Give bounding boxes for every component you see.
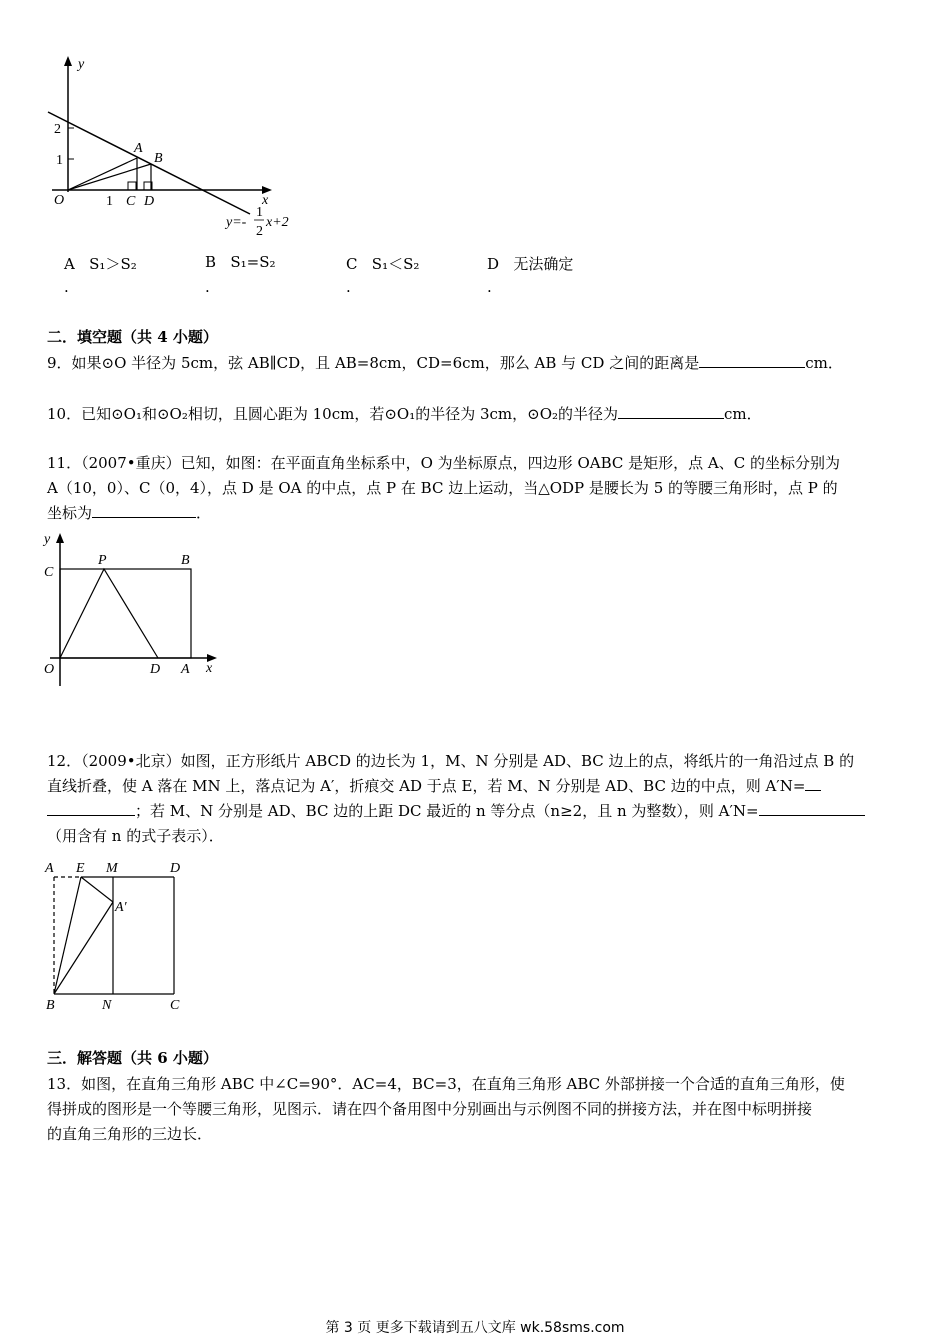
fig2-d-label: D [150,662,161,677]
fig3-m-label: M [106,861,118,876]
figure-coordinate-graph [40,52,310,247]
fig3-n-label: N [102,998,112,1013]
question-12-line4: （用含有 n 的式子表示）． [47,827,224,845]
triangle-odp [60,569,158,658]
question-11-line2: A（10，0）、C（0，4），点 D 是 OA 的中点，点 P 在 BC 边上运动，当△ODP 是腰长为 5 的等腰三角形时，点 P 的 [47,479,838,497]
option-b-text: S₁=S₂ [230,253,276,271]
question-12-line3 [47,799,865,823]
option-c-letter: C [346,255,358,273]
y-axis-label: y [78,57,85,72]
option-c[interactable] [346,253,419,274]
point-c-label: C [126,194,136,209]
line-equation-numerator: 1 [256,205,263,220]
q9-answer-blank[interactable] [699,351,805,368]
q10-answer-blank[interactable] [618,402,724,419]
fig2-a-label: A [181,662,190,677]
fold-line-be [54,877,81,994]
option-a-letter: A [64,255,75,273]
option-b[interactable] [205,253,276,271]
tick-y1-label: 1 [56,153,63,168]
q9-unit: cm． [805,354,843,372]
question-11-line3 [47,501,211,525]
fig3-d-label: D [170,861,181,876]
fig2-o-label: O [44,662,55,677]
page-footer: 第 3 页 更多下载请到五八文库 wk.58sms.com [325,1320,625,1336]
segment-ea-prime [81,877,113,902]
point-b-label: B [154,151,163,166]
section-3-title: 三．解答题（共 6 小题） [47,1049,218,1067]
segment-ob [68,164,151,190]
question-13-line1: 13．如图，在直角三角形 ABC 中∠C=90°．AC=4，BC=3，在直角三角形 ABC 外部拼接一个合适的直角三角形，使 [47,1075,845,1093]
figure-folded-square [40,855,190,1015]
line-equation-prefix: y=- [226,215,247,230]
segment-ba-prime [54,902,113,994]
fig3-b-label: B [46,998,55,1013]
q12-answer-blank-1a[interactable] [805,774,821,791]
option-dot-c: . [346,278,351,296]
figure-rectangle-triangle [40,528,230,688]
section-2-title: 二．填空题（共 4 小题） [47,328,218,346]
rectangle-oabc [60,569,191,658]
option-dot-b: . [205,278,210,296]
fig3-c-label: C [170,998,180,1013]
question-9 [47,351,843,375]
x-axis-label: x [262,193,269,208]
fig2-p-label: P [98,553,107,568]
q11-end: ． [196,504,212,522]
q10-unit: cm． [724,405,762,423]
fig2-b-label: B [181,553,190,568]
fig3-e-label: E [76,861,85,876]
y-axis-arrow [64,56,72,66]
fig2-c-label: C [44,565,54,580]
q12-line2-text: 直线折叠，使 A 落在 MN 上，落点记为 A′，折痕交 AD 于点 E，若 M、N 分别是 AD、BC 边的中点，则 A′N= [47,777,806,795]
point-d-label: D [144,194,155,209]
point-a-label: A [134,141,143,156]
q9-text: 9．如果⊙O 半径为 5cm，弦 AB∥CD，且 AB=8cm，CD=6cm，那么 AB 与 CD 之间的距离是 [47,354,700,372]
option-d-text: 无法确定 [513,255,574,273]
question-12-line1: 12．（2009•北京）如图，正方形纸片 ABCD 的边长为 1，M、N 分别是 AD、BC 边上的点，将纸片的一角沿过点 B 的 [47,752,855,770]
option-d-letter: D [487,255,500,273]
origin-label: O [54,193,65,208]
fig2-y-label: y [44,532,51,547]
option-dot-a: . [64,278,69,296]
fig2-x-label: x [206,661,213,676]
q11-line3-text: 坐标为 [47,504,93,522]
question-10 [47,402,762,426]
option-a[interactable] [64,253,137,274]
question-12-line2 [47,774,821,798]
option-c-text: S₁＜S₂ [371,255,420,273]
fig3-a-label: A [45,861,54,876]
question-13-line2: 得拼成的图形是一个等腰三角形，见图示．请在四个备用图中分别画出与示例图不同的拼接方法，并在图中标明拼接 [47,1100,813,1118]
question-11-line1: 11．（2007•重庆）已知，如图：在平面直角坐标系中，O 为坐标原点，四边形 OABC 是矩形，点 A、C 的坐标分别为 [47,454,840,472]
q12-line3-text: ；若 M、N 分别是 AD、BC 边的上距 DC 最近的 n 等分点（n≥2，且 n 为整数），则 A′N= [135,802,759,820]
question-13-line3: 的直角三角形的三边长． [47,1125,213,1143]
tick-x1-label: 1 [106,194,113,209]
option-d[interactable] [487,253,573,274]
right-angle-c [128,182,136,190]
q10-text: 10．已知⊙O₁和⊙O₂相切，且圆心距为 10cm，若⊙O₁的半径为 3cm，⊙O₂的半径为 [47,405,619,423]
fig3-a-prime-label: A′ [115,900,127,915]
option-b-letter: B [205,253,217,271]
line-equation-denominator: 2 [256,224,263,239]
option-dot-d: . [487,278,492,296]
tick-y2-label: 2 [54,122,61,137]
q11-answer-blank[interactable] [92,501,196,518]
q12-answer-blank-1b[interactable] [47,799,135,816]
segment-oa [68,158,137,190]
line-equation-suffix: x+2 [266,215,289,230]
q12-answer-blank-2[interactable] [759,799,865,816]
option-a-text: S₁＞S₂ [89,255,137,273]
